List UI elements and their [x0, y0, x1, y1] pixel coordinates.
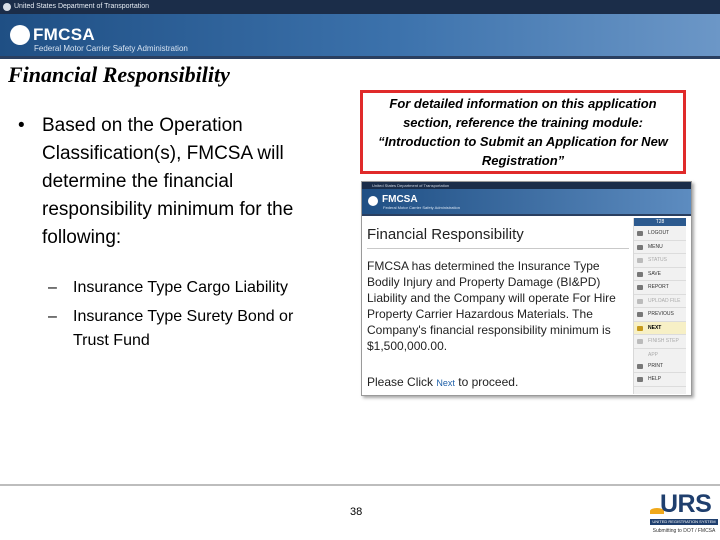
screenshot-banner — [362, 189, 691, 214]
fmcsa-logo-subtitle: Federal Motor Carrier Safety Administration — [34, 44, 188, 53]
sidebar-item-label: PREVIOUS — [648, 311, 674, 317]
sidebar-item-label: SAVE — [648, 270, 661, 277]
screenshot-logo-text: FMCSA — [382, 194, 418, 205]
screenshot-sidebar — [633, 218, 686, 394]
sub-bullet-list — [48, 276, 313, 358]
screenshot-title: Financial Responsibility — [367, 226, 524, 243]
sidebar-item-print[interactable] — [634, 360, 686, 374]
screenshot-logo-icon — [368, 196, 378, 206]
fmcsa-logo-icon — [10, 25, 30, 45]
sub-bullet-text: Insurance Type Surety Bond or Trust Fund — [73, 308, 294, 349]
screenshot-prompt — [367, 375, 518, 389]
logout-icon — [637, 231, 643, 236]
dot-seal-icon — [3, 3, 11, 11]
sidebar-item-save[interactable] — [634, 268, 686, 282]
callout-text: For detailed information on this application section, reference the training module: “Introduction to Submit an Application for New Registration” — [378, 96, 668, 168]
sidebar-item-upload-file[interactable] — [634, 295, 686, 309]
next-link[interactable]: Next — [436, 378, 455, 388]
sidebar-item-help[interactable] — [634, 373, 686, 387]
urs-logo-text: URS — [660, 490, 712, 518]
sidebar-item-label: LOGOUT — [648, 230, 670, 236]
sidebar-item-label: FINISH STEP APP — [648, 338, 679, 358]
sidebar-item-label: PRINT — [648, 362, 663, 369]
screenshot-agency-bar — [362, 182, 691, 189]
fmcsa-banner — [0, 14, 720, 56]
sub-bullet-text: Insurance Type Cargo Liability — [73, 279, 288, 296]
sidebar-item-label: STATUS — [648, 257, 667, 263]
footer-divider — [0, 484, 720, 486]
previous-arrow-icon — [637, 312, 643, 317]
urs-logo — [650, 490, 718, 538]
print-icon — [637, 364, 643, 369]
sidebar-item-logout[interactable] — [634, 227, 686, 241]
sidebar-item-menu[interactable] — [634, 241, 686, 255]
sidebar-item-previous[interactable] — [634, 308, 686, 322]
screenshot-body-text: FMCSA has determined the Insurance Type Bodily Injury and Property Damage (BI&PD) Liability and the Company will operate For Hire Property Carrier Hazardous Materials. The Company's financial responsibility minimum is $1,500,000.00. — [367, 259, 616, 353]
prompt-after: to proceed. — [458, 375, 519, 389]
sidebar-item-status[interactable] — [634, 254, 686, 268]
save-icon — [637, 272, 643, 277]
sidebar-item-label: NEXT — [648, 324, 662, 331]
sub-bullet-item — [48, 305, 313, 353]
screenshot-title-rule — [367, 248, 629, 249]
urs-logo-line: UNITED REGISTRATION SYSTEM — [650, 519, 718, 525]
sidebar-item-next[interactable] — [634, 322, 686, 336]
header-divider — [0, 56, 720, 59]
bullet-marker: • — [18, 115, 25, 136]
screenshot-divider — [362, 214, 691, 216]
finish-icon — [637, 339, 643, 344]
bullet-text: Based on the Operation Classification(s), FMCSA will determine the financial responsibility minimum for the following: — [42, 115, 294, 248]
bullet-item — [16, 112, 336, 252]
sub-bullet-marker: – — [48, 279, 57, 296]
upload-icon — [637, 299, 643, 304]
bullet-list — [16, 112, 336, 252]
sidebar-item-label: UPLOAD FILE — [648, 297, 681, 304]
application-screenshot — [361, 181, 692, 396]
agency-top-bar — [0, 0, 720, 14]
agency-line: United States Department of Transportation — [14, 3, 150, 10]
sidebar-item-label: MENU — [648, 243, 663, 250]
sidebar-item-finish-step[interactable] — [634, 335, 686, 358]
slide-title: Financial Responsibility — [8, 62, 230, 87]
menu-icon — [637, 245, 643, 250]
sidebar-id-badge: T28 — [634, 218, 686, 226]
sidebar-item-report[interactable] — [634, 281, 686, 295]
next-arrow-icon — [637, 326, 643, 331]
help-icon — [637, 377, 643, 382]
fmcsa-logo-text: FMCSA — [33, 25, 95, 44]
report-icon — [637, 285, 643, 290]
sub-bullet-marker: – — [48, 308, 57, 325]
training-callout — [360, 90, 686, 174]
sidebar-item-label: HELP — [648, 376, 662, 382]
page-number: 38 — [350, 506, 363, 518]
screenshot-agency-line: United States Department of Transportation — [372, 183, 450, 188]
sub-bullet-item — [48, 276, 313, 300]
screenshot-logo-subtitle: Federal Motor Carrier Safety Administration — [383, 205, 460, 210]
prompt-before: Please Click — [367, 375, 434, 389]
urs-tagline: Submitting to DOT / FMCSA — [652, 528, 716, 534]
sidebar-item-label: REPORT — [648, 284, 669, 290]
status-icon — [637, 258, 643, 263]
